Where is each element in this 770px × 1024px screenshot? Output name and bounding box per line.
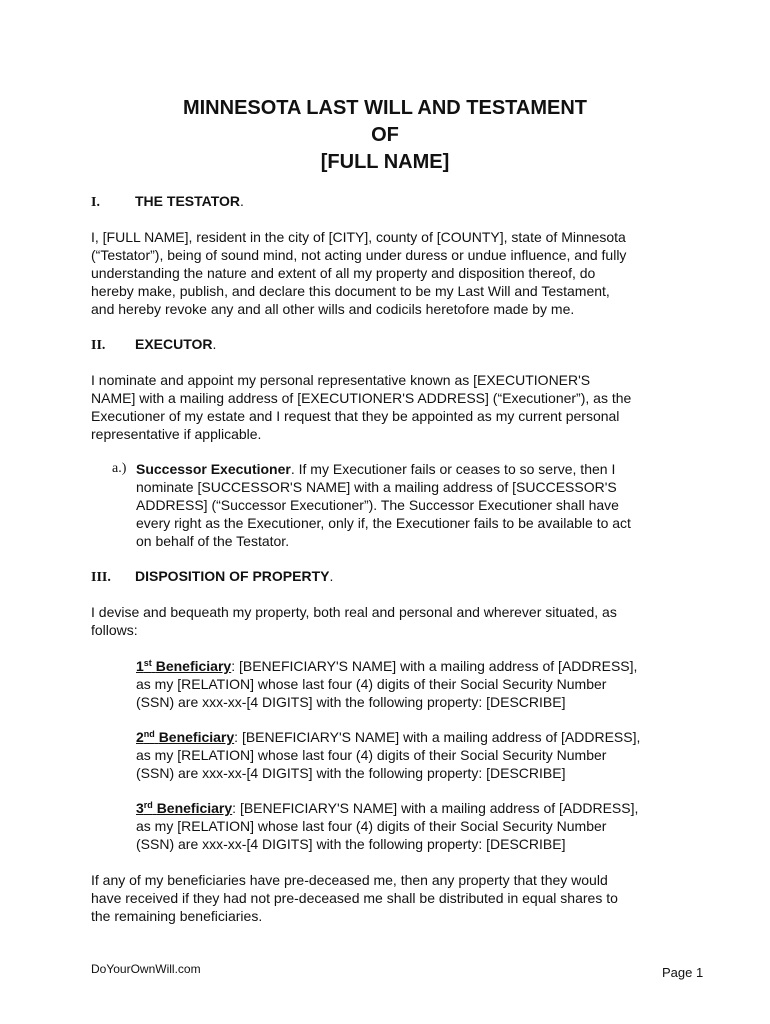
- section-title-period: .: [240, 193, 244, 209]
- paragraph-line: Executioner of my estate and I request that they be appointed as my current personal: [91, 408, 620, 424]
- ordinal-suffix: st: [143, 658, 152, 668]
- beneficiary-label: [136, 729, 234, 745]
- section-heading-disposition: [91, 567, 333, 587]
- paragraph-line: (SSN) are xxx-xx-[4 DIGITS] with the following property: [DESCRIBE]: [136, 836, 566, 852]
- section-heading-testator: [91, 192, 244, 212]
- paragraph-line: have received if they had not pre-deceased me shall be distributed in equal shares to: [91, 890, 618, 906]
- paragraph-line: and hereby revoke any and all other wills and codicils heretofore made by me.: [91, 301, 575, 317]
- disposition-paragraph: [91, 603, 681, 639]
- paragraph-line: understanding the nature and extent of all my property and disposition thereof, do: [91, 265, 596, 281]
- testator-paragraph: [91, 228, 681, 318]
- section-title: EXECUTOR: [135, 336, 213, 352]
- paragraph-line: hereby make, publish, and declare this document to be my Last Will and Testament,: [91, 283, 610, 299]
- beneficiary-ordinal: 2: [136, 729, 144, 745]
- beneficiary-ordinal: 3: [136, 800, 144, 816]
- paragraph-line: every right as the Executioner, only if, the Executioner fails to be available to act: [136, 515, 631, 531]
- paragraph-line: I devise and bequeath my property, both real and personal and wherever situated, as: [91, 604, 617, 620]
- predeceased-paragraph: [91, 871, 681, 925]
- executor-paragraph: [91, 371, 681, 443]
- paragraph-line: as my [RELATION] whose last four (4) digits of their Social Security Number: [136, 676, 607, 692]
- paragraph-line: follows:: [91, 622, 138, 638]
- title-line-2: OF: [371, 124, 399, 146]
- footer-website: DoYourOwnWill.com: [91, 962, 201, 976]
- beneficiary-label-text: Beneficiary: [158, 729, 235, 745]
- paragraph-text: . If my Executioner fails or ceases to so serve, then I: [290, 461, 616, 477]
- footer-page-number: Page 1: [662, 965, 704, 980]
- paragraph-line: (“Testator”), being of sound mind, not acting under duress or undue influence, and fully: [91, 247, 627, 263]
- paragraph-line: the remaining beneficiaries.: [91, 908, 263, 924]
- section-number: III.: [91, 570, 111, 585]
- paragraph-line: on behalf of the Testator.: [136, 533, 290, 549]
- paragraph-line: I nominate and appoint my personal representative known as [EXECUTIONER'S: [91, 372, 591, 388]
- paragraph-line: representative if applicable.: [91, 426, 262, 442]
- successor-executioner-paragraph: [136, 460, 696, 550]
- section-title-period: .: [212, 336, 217, 352]
- paragraph-line: If any of my beneficiaries have pre-deceased me, then any property that they would: [91, 872, 608, 888]
- section-number: I.: [91, 195, 100, 210]
- section-title: DISPOSITION OF PROPERTY: [135, 568, 330, 584]
- paragraph-text: : [BENEFICIARY'S NAME] with a mailing address of [ADDRESS],: [234, 729, 641, 745]
- document-title: [0, 95, 770, 176]
- ordinal-suffix: nd: [143, 729, 155, 739]
- list-marker: a.): [112, 461, 127, 476]
- beneficiary-label-text: Beneficiary: [155, 658, 232, 674]
- beneficiary-1-paragraph: [136, 657, 696, 711]
- paragraph-line: I, [FULL NAME], resident in the city of [CITY], county of [COUNTY], state of Minnesota: [91, 229, 626, 245]
- paragraph-line: nominate [SUCCESSOR'S NAME] with a mailing address of [SUCCESSOR'S: [136, 479, 617, 495]
- paragraph-text: : [BENEFICIARY'S NAME] with a mailing address of [ADDRESS],: [232, 800, 639, 816]
- beneficiary-label: [136, 800, 232, 816]
- beneficiary-label-text: Beneficiary: [156, 800, 233, 816]
- paragraph-line: as my [RELATION] whose last four (4) digits of their Social Security Number: [136, 747, 607, 763]
- paragraph-line: ADDRESS] (“Successor Executioner”). The Successor Executioner shall have: [136, 497, 619, 513]
- section-heading-executor: [91, 335, 216, 355]
- beneficiary-3-paragraph: [136, 799, 696, 853]
- paragraph-line: as my [RELATION] whose last four (4) digits of their Social Security Number: [136, 818, 607, 834]
- beneficiary-2-paragraph: [136, 728, 696, 782]
- title-line-3: [FULL NAME]: [320, 151, 450, 173]
- paragraph-line: NAME] with a mailing address of [EXECUTIONER'S ADDRESS] (“Executioner”), as the: [91, 390, 632, 406]
- beneficiary-ordinal: 1: [136, 658, 144, 674]
- successor-label: Successor Executioner: [136, 461, 291, 477]
- paragraph-text: : [BENEFICIARY'S NAME] with a mailing address of [ADDRESS],: [231, 658, 638, 674]
- beneficiary-label: [136, 658, 231, 674]
- section-title: THE TESTATOR: [135, 193, 240, 209]
- section-title-period: .: [329, 568, 334, 584]
- section-number: II.: [91, 338, 106, 353]
- paragraph-line: (SSN) are xxx-xx-[4 DIGITS] with the following property: [DESCRIBE]: [136, 765, 566, 781]
- title-line-1: MINNESOTA LAST WILL AND TESTAMENT: [182, 97, 588, 119]
- ordinal-suffix: rd: [143, 800, 153, 810]
- paragraph-line: (SSN) are xxx-xx-[4 DIGITS] with the following property: [DESCRIBE]: [136, 694, 566, 710]
